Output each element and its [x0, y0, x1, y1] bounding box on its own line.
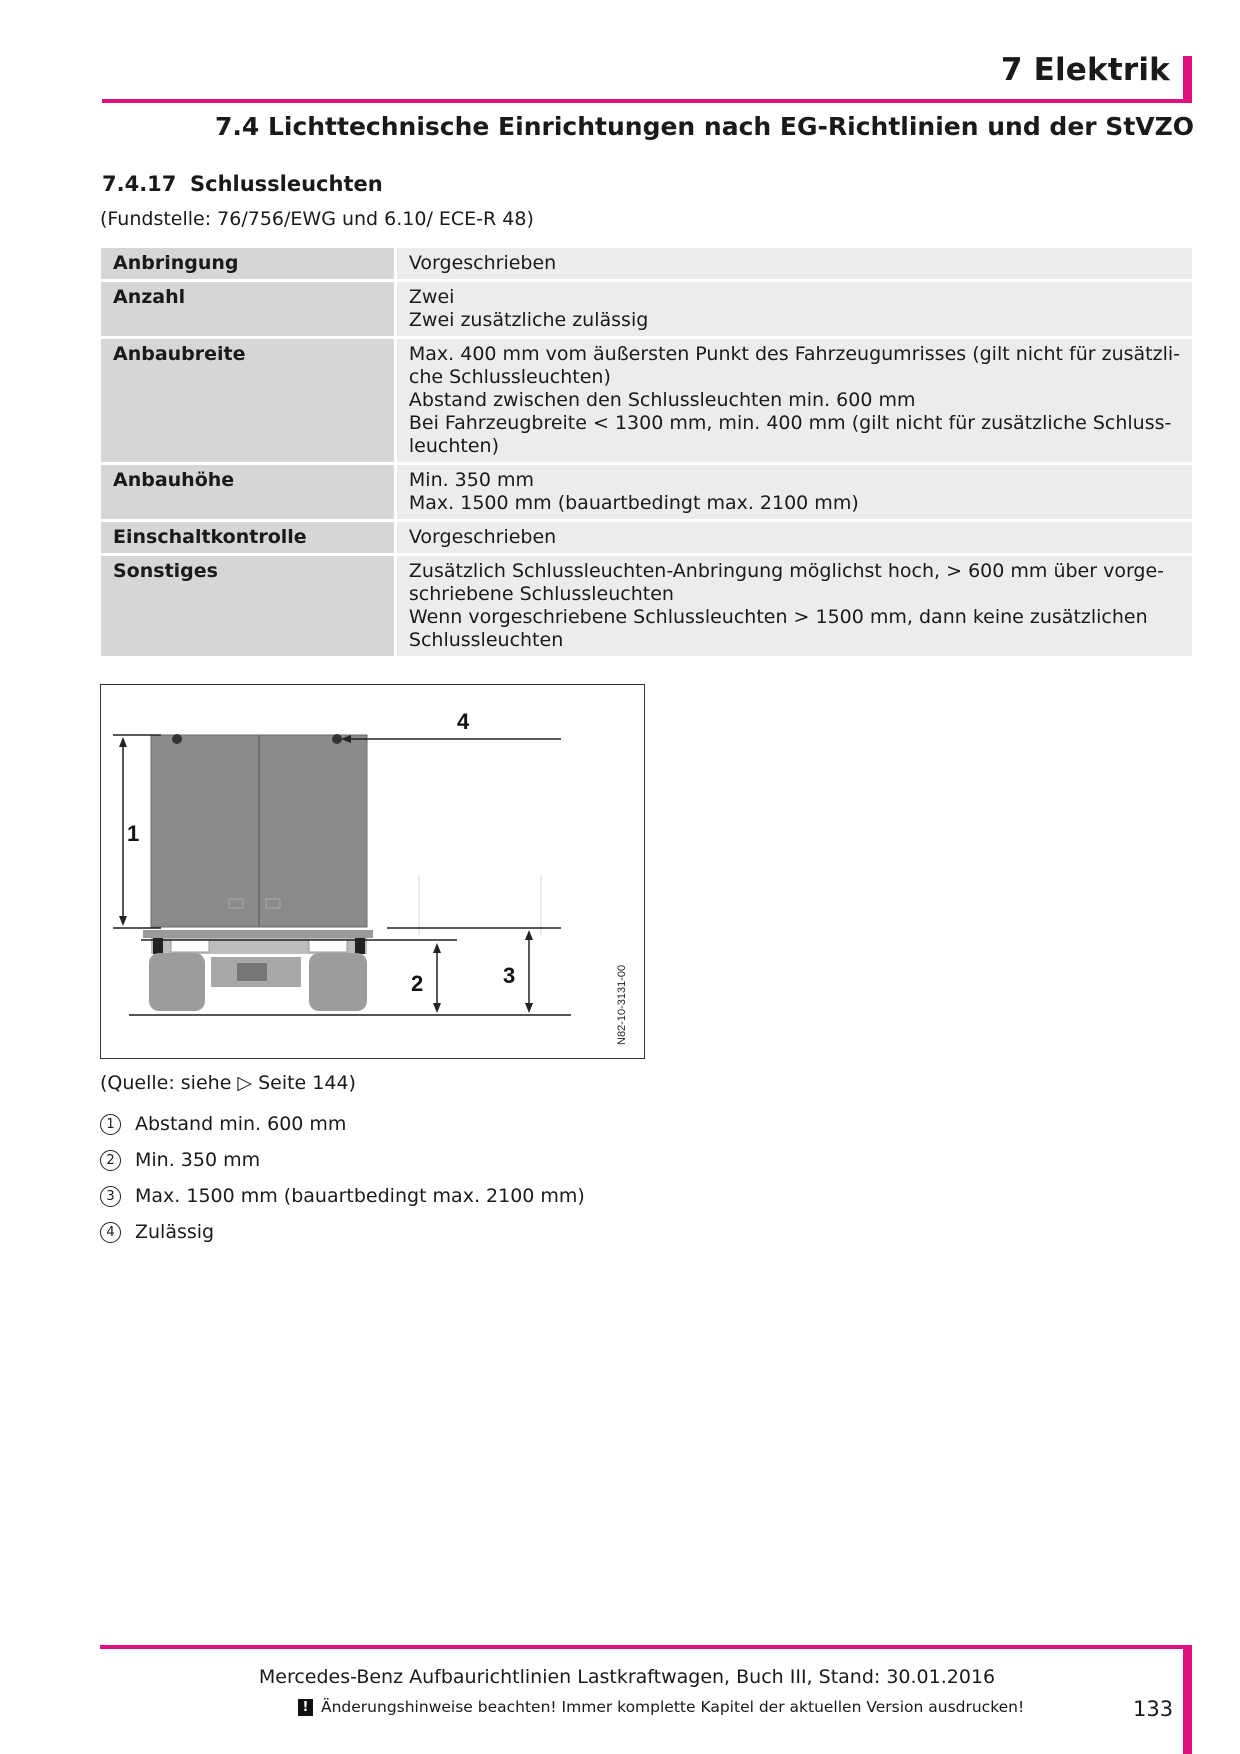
table-row [101, 282, 1192, 336]
rear-view-figure [100, 684, 645, 1059]
value-line: Min. 350 mm [408, 469, 535, 491]
value-line: schriebene Schlussleuchten [408, 583, 674, 605]
figure-code: N82-10-3131-00 [616, 964, 628, 1045]
callout-3: 3 [503, 963, 516, 988]
value-line: Max. 400 mm vom äußersten Punkt des Fahrzeugumrisses (gilt nicht für zusätzli- [408, 343, 1180, 365]
row-label: Anbringung [101, 248, 394, 279]
legend-number: 3 [100, 1186, 121, 1207]
table-row [101, 248, 1192, 279]
row-value [394, 248, 1192, 279]
subsection-number: 7.4.17 [102, 172, 177, 196]
table-row [101, 522, 1192, 553]
legend-item [100, 1142, 585, 1178]
value-line: Vorgeschrieben [408, 252, 557, 274]
legend-number: 1 [100, 1114, 121, 1135]
table-row [101, 339, 1192, 462]
reference-text: (Fundstelle: 76/756/EWG und 6.10/ ECE-R 48) [100, 208, 534, 230]
value-line: leuchten) [408, 435, 499, 457]
legend-item [100, 1106, 585, 1142]
row-label: Anzahl [101, 282, 394, 336]
figure-legend [100, 1106, 585, 1250]
footer-note-text: Änderungshinweise beachten! Immer komplette Kapitel der aktuellen Version ausdrucken! [321, 1698, 1025, 1716]
legend-text: Min. 350 mm [135, 1149, 261, 1171]
row-label: Sonstiges [101, 556, 394, 656]
figure-source: (Quelle: siehe ▷ Seite 144) [100, 1072, 356, 1094]
row-value [394, 465, 1192, 519]
section-title: 7.4 Lichttechnische Einrichtungen nach EG-Richtlinien und der StVZO [214, 112, 1194, 141]
row-value [394, 522, 1192, 553]
footer-accent-bar [1183, 1645, 1192, 1754]
value-line: Max. 1500 mm (bauartbedingt max. 2100 mm) [408, 492, 859, 514]
footer-rule [100, 1645, 1192, 1649]
warning-icon: ! [298, 1699, 313, 1716]
callout-1: 1 [127, 821, 140, 846]
callout-2: 2 [411, 971, 424, 996]
legend-number: 4 [100, 1222, 121, 1243]
header-rule [102, 99, 1192, 103]
value-line: Zusätzlich Schlussleuchten-Anbringung möglichst hoch, > 600 mm über vorge- [408, 560, 1165, 582]
value-line: Schlussleuchten [408, 629, 564, 651]
row-value [394, 339, 1192, 462]
legend-number: 2 [100, 1150, 121, 1171]
footer-note [298, 1698, 1024, 1716]
value-line: Abstand zwischen den Schlussleuchten min. 600 mm [408, 389, 916, 411]
legend-item [100, 1178, 585, 1214]
value-line: Bei Fahrzeugbreite < 1300 mm, min. 400 mm (gilt nicht für zusätzliche Schluss- [408, 412, 1172, 434]
value-line: che Schlussleuchten) [408, 366, 611, 388]
legend-text: Max. 1500 mm (bauartbedingt max. 2100 mm) [135, 1185, 585, 1207]
value-line: Zwei zusätzliche zulässig [408, 309, 649, 331]
row-label: Anbauhöhe [101, 465, 394, 519]
value-line: Wenn vorgeschriebene Schlussleuchten > 1500 mm, dann keine zusätzlichen [408, 606, 1148, 628]
row-value [394, 282, 1192, 336]
value-line: Vorgeschrieben [408, 526, 557, 548]
spec-table [101, 245, 1192, 659]
legend-item [100, 1214, 585, 1250]
row-value [394, 556, 1192, 656]
truck-rear-diagram [101, 685, 646, 1060]
subsection-title: Schlussleuchten [190, 172, 383, 196]
table-row [101, 556, 1192, 656]
chapter-title: 7 Elektrik [1000, 52, 1170, 88]
value-line: Zwei [408, 286, 455, 308]
callout-4: 4 [457, 709, 470, 734]
page-number: 133 [1133, 1697, 1174, 1721]
table-row [101, 465, 1192, 519]
row-label: Anbaubreite [101, 339, 394, 462]
legend-text: Zulässig [135, 1221, 215, 1243]
footer-title: Mercedes-Benz Aufbaurichtlinien Lastkraftwagen, Buch III, Stand: 30.01.2016 [258, 1666, 996, 1688]
header-accent-bar [1183, 56, 1192, 100]
legend-text: Abstand min. 600 mm [135, 1113, 347, 1135]
row-label: Einschaltkontrolle [101, 522, 394, 553]
